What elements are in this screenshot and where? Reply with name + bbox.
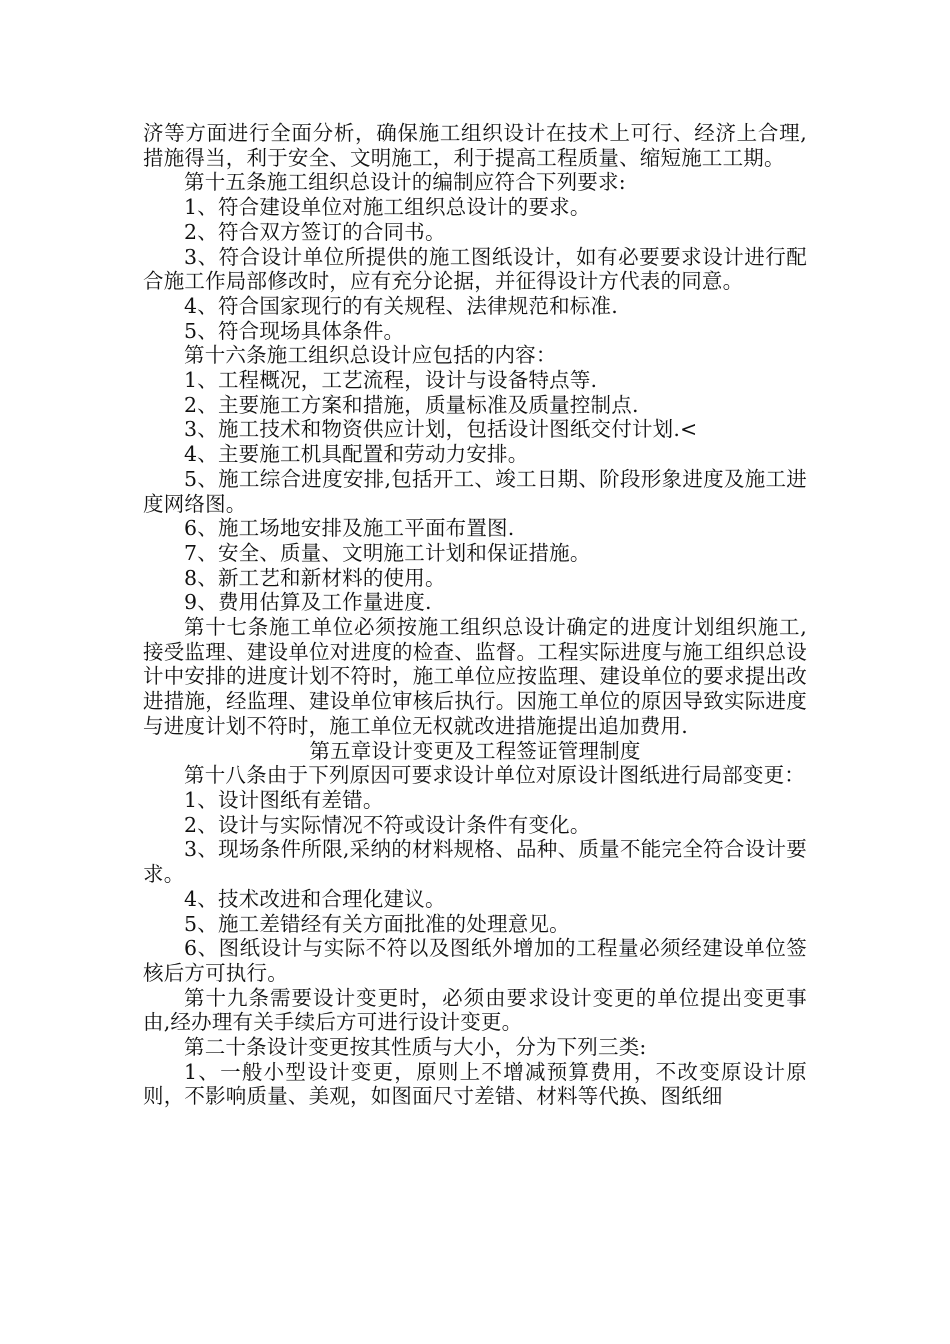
list-item: 4、主要施工机具配置和劳动力安排。 xyxy=(184,442,529,467)
list-item: 8、新工艺和新材料的使用。 xyxy=(184,565,446,590)
list-item: 7、安全、质量、文明施工计划和保证措施。 xyxy=(184,540,591,565)
list-item: 6、施工场地安排及施工平面布置图. xyxy=(184,516,515,541)
list-item: 4、技术改进和合理化建议。 xyxy=(184,886,446,911)
chapter-5-title: 第五章设计变更及工程签证管理制度 xyxy=(309,738,641,763)
paragraph-continued: 济等方面进行全面分析，确保施工组织设计在技术上可行、经济上合理,措施得当，利于安全、文明施工，利于提高工程质量、缩短施工工期。 xyxy=(143,121,807,170)
list-item: 3、施工技术和物资供应计划，包括设计图纸交付计划.< xyxy=(184,417,698,442)
article-18-heading: 第十八条由于下列原因可要求设计单位对原设计图纸进行局部变更： xyxy=(184,763,805,788)
list-item: 4、符合国家现行的有关规程、法律规范和标准. xyxy=(184,293,618,318)
list-item: 3、符合设计单位所提供的施工图纸设计，如有必要要求设计进行配合施工作局部修改时，应有充分论据，并征得设计方代表的同意。 xyxy=(143,244,807,294)
list-item: 5、施工差错经有关方面批准的处理意见。 xyxy=(184,911,570,936)
article-20-heading: 第二十条设计变更按其性质与大小，分为下列三类: xyxy=(184,1035,647,1060)
list-item: 6、图纸设计与实际不符以及图纸外增加的工程量必须经建设单位签核后方可执行。 xyxy=(143,936,807,985)
article-19-paragraph: 第十九条需要设计变更时，必须由要求设计变更的单位提出变更事由,经办理有关手续后方可进行设计变更。 xyxy=(143,985,807,1035)
article-16-heading: 第十六条施工组织总设计应包括的内容： xyxy=(184,343,557,368)
document-body xyxy=(143,121,807,1109)
list-item: 1、设计图纸有差错。 xyxy=(184,787,384,812)
article-15-heading: 第十五条施工组织总设计的编制应符合下列要求: xyxy=(184,170,626,195)
list-item: 2、主要施工方案和措施，质量标准及质量控制点. xyxy=(184,392,639,417)
article-17-paragraph: 第十七条施工单位必须按施工组织总设计确定的进度计划组织施工,接受监理、建设单位对进度的检查、监督。工程实际进度与施工组织总设计中安排的进度计划不符时，施工单位应按监理、建设单位的要求提出改进措施，经监理、建设单位审核后执行。因施工单位的原因导致实际进度与进度计划不符时，施工单位无权就改进措施提出追加费用. xyxy=(143,615,807,738)
list-item: 1、符合建设单位对施工组织总设计的要求。 xyxy=(184,195,591,220)
list-item: 2、符合双方签订的合同书。 xyxy=(184,219,446,244)
list-item: 1、工程概况，工艺流程，设计与设备特点等. xyxy=(184,368,598,393)
list-item: 3、现场条件所限,采纳的材料规格、品种、质量不能完全符合设计要求。 xyxy=(143,837,807,887)
list-item: 2、设计与实际情况不符或设计条件有变化。 xyxy=(184,812,591,837)
list-item: 5、符合现场具体条件。 xyxy=(184,318,405,343)
list-item: 5、施工综合进度安排,包括开工、竣工日期、阶段形象进度及施工进度网络图。 xyxy=(143,466,807,516)
list-item: 9、费用估算及工作量进度. xyxy=(184,590,432,615)
list-item: 1、一般小型设计变更，原则上不增减预算费用，不改变原设计原则，不影响质量、美观，如图面尺寸差错、材料等代换、图纸细 xyxy=(143,1059,807,1109)
